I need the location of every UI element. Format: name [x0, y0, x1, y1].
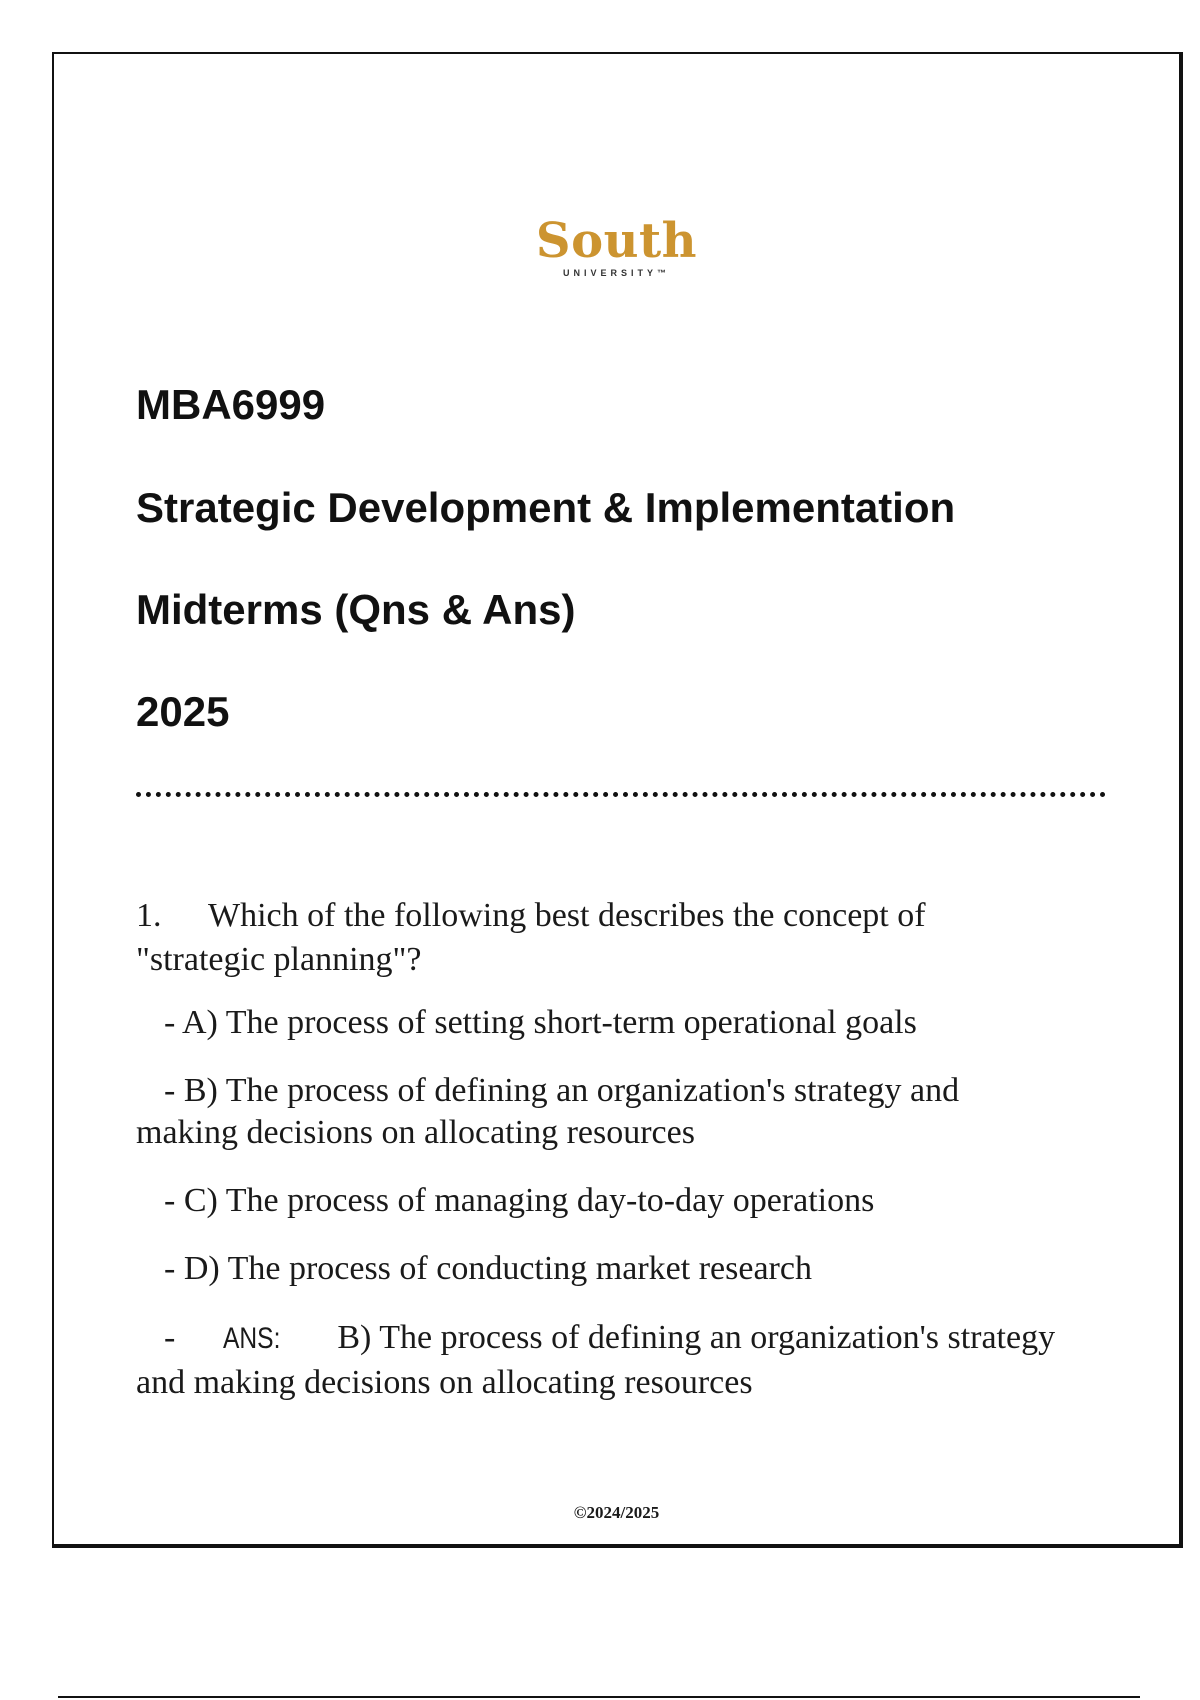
option-d-label: - D) The process of conducting market research [164, 1250, 812, 1287]
course-code: MBA6999 [136, 381, 326, 428]
logo-subtitle: UNIVERSITY™ [562, 268, 670, 278]
dotted-divider [136, 792, 1106, 797]
bottom-divider [58, 1696, 1140, 1698]
question-line-1: Which of the following best describes the concept of [208, 897, 926, 934]
option-a [136, 1002, 1136, 1044]
answer [136, 1316, 1136, 1405]
logo-wordmark: South [535, 213, 698, 269]
option-a-label: - A) The process of setting short-term operational goals [164, 1004, 917, 1041]
question-number: 1. [136, 897, 162, 934]
answer-dash: - [164, 1319, 176, 1356]
answer-text-line-1: B) The process of defining an organization's strategy [337, 1319, 1056, 1356]
course-title: Strategic Development & Implementation [136, 484, 956, 531]
question-text [136, 894, 1136, 982]
document-subtitle: Midterms (Qns & Ans) [136, 586, 576, 633]
south-university-logo [54, 213, 1179, 278]
option-c [136, 1180, 1136, 1222]
answer-text-line-2: and making decisions on allocating resources [136, 1364, 753, 1401]
question-line-2: "strategic planning"? [136, 941, 422, 978]
option-b [136, 1070, 1136, 1154]
option-d [136, 1248, 1136, 1290]
option-b-continuation: making decisions on allocating resources [136, 1114, 695, 1151]
document-year: 2025 [136, 688, 230, 735]
copyright-footer: ©2024/2025 [573, 1503, 660, 1522]
question-block [136, 894, 1136, 1405]
option-c-label: - C) The process of managing day-to-day operations [164, 1182, 875, 1219]
answer-label: ANS: [223, 1322, 281, 1355]
option-b-label: - B) The process of defining an organization's strategy and [164, 1072, 960, 1109]
page-frame [52, 52, 1183, 1548]
